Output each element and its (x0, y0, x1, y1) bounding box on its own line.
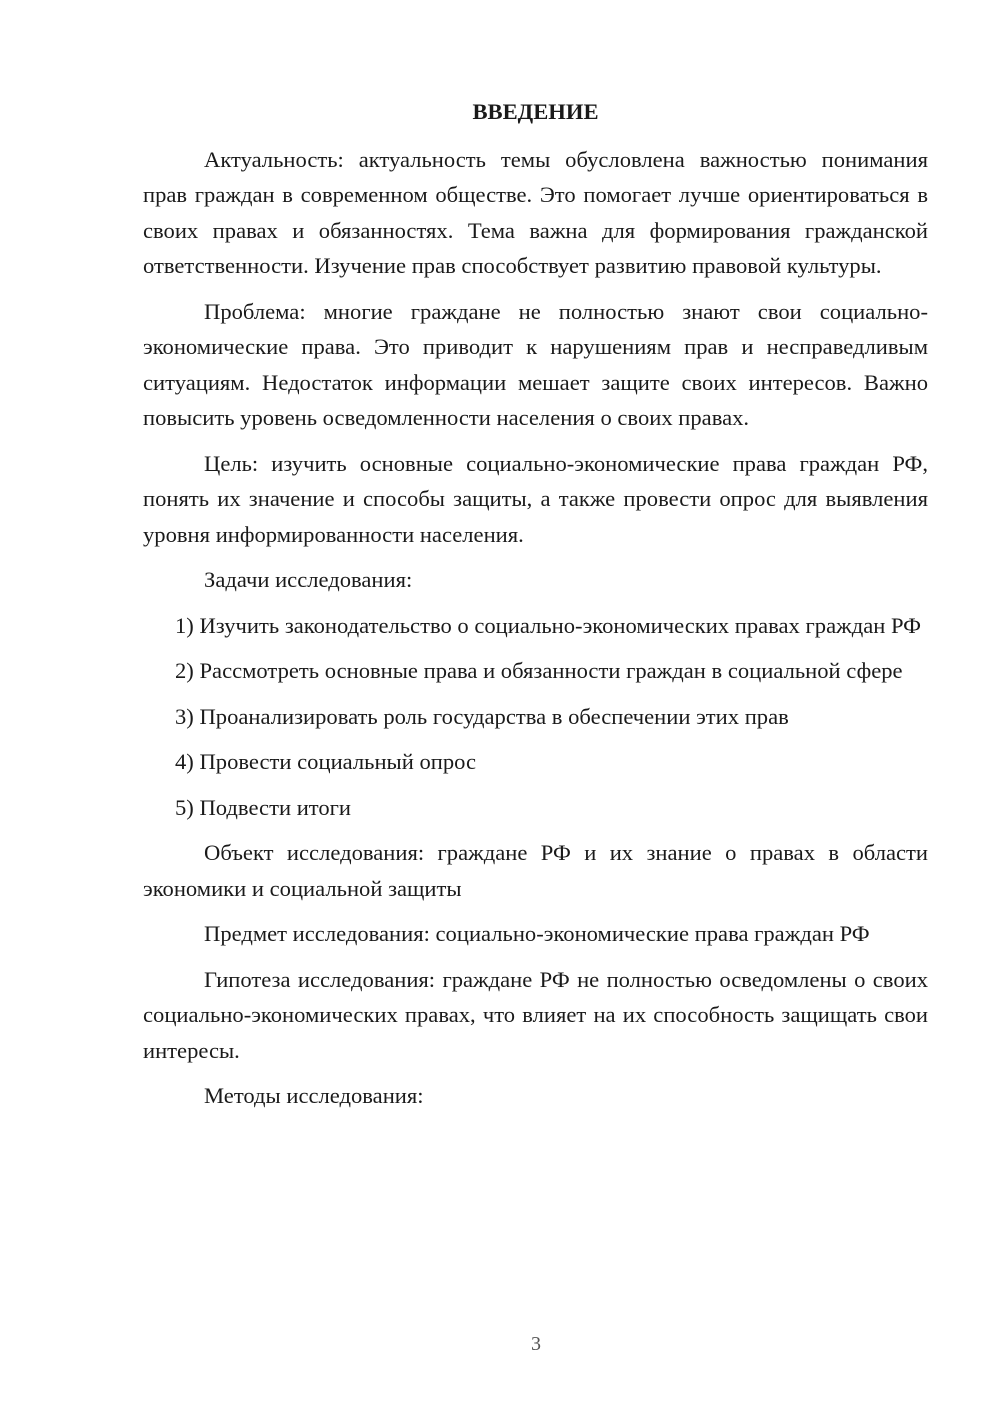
task-item-5: 5) Подвести итоги (175, 794, 352, 820)
task-item-3: 3) Проанализировать роль государства в обеспечении этих прав (175, 703, 789, 729)
subject-paragraph: Предмет исследования: социально-экономические права граждан РФ (204, 921, 870, 946)
page-number: 3 (531, 1333, 541, 1355)
hypothesis-paragraph: Гипотеза исследования: граждане РФ не полностью осведомлены о своих социально-экономических правах, что влияет на их способность защищать свои интересы. (143, 966, 928, 1063)
task-item-2: 2) Рассмотреть основные права и обязанности граждан в социальной сфере (175, 658, 903, 683)
task-item-1: 1) Изучить законодательство о социально-экономических правах граждан РФ (175, 612, 922, 638)
page-content (143, 94, 928, 1124)
problem-paragraph: Проблема: многие граждане не полностью знают свои социально-экономические права. Это приводит к нарушениям прав и несправедливым ситуациям. Недостаток информации мешает защите своих интересов. Важно повысить уровень осведомленности населения о своих правах. (143, 298, 928, 430)
methods-heading: Методы исследования: (204, 1083, 424, 1108)
relevance-paragraph: Актуальность: актуальность темы обусловлена важностью понимания прав граждан в современном обществе. Это помогает лучше ориентироваться в своих правах и обязанностях. Тема важна для формирования гражданской ответственности. Изучение прав способствует развитию правовой культуры. (143, 146, 928, 278)
object-paragraph: Объект исследования: граждане РФ и их знание о правах в области экономики и социальной защиты (143, 840, 928, 901)
section-title: ВВЕДЕНИЕ (472, 99, 599, 124)
tasks-heading: Задачи исследования: (204, 567, 413, 592)
goal-paragraph: Цель: изучить основные социально-экономические права граждан РФ, понять их значение и способы защиты, а также провести опрос для выявления уровня информированности населения. (143, 450, 928, 547)
task-item-4: 4) Провести социальный опрос (175, 749, 477, 774)
